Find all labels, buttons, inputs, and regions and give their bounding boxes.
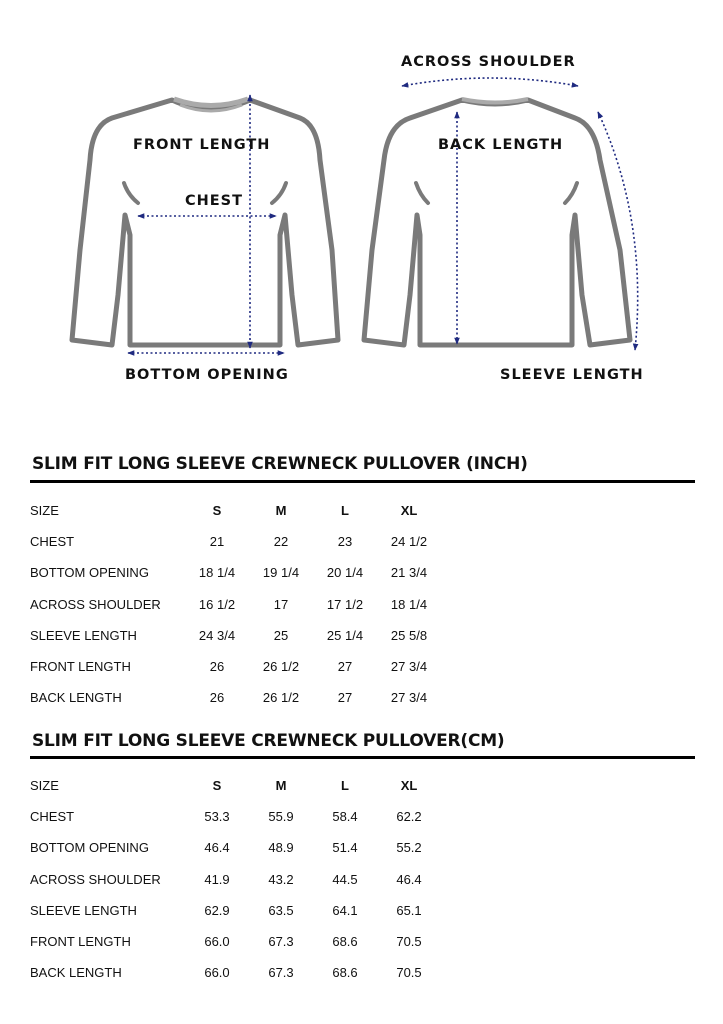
table-cell: 24 1/2 <box>390 534 428 550</box>
table-cell: 18 1/4 <box>198 565 236 581</box>
row-label: SLEEVE LENGTH <box>30 902 137 918</box>
bottom-opening-label: BOTTOM OPENING <box>125 367 289 383</box>
row-label: SLEEVE LENGTH <box>30 627 137 643</box>
back-collar <box>462 99 528 103</box>
table-header-row <box>30 495 441 526</box>
table-cell: 17 1/2 <box>326 596 364 612</box>
table-row <box>30 620 441 651</box>
row-label: CHEST <box>30 534 75 550</box>
table-row <box>30 526 441 557</box>
cm-size-table <box>30 770 441 988</box>
table-cell: 67.3 <box>268 934 294 950</box>
table-cell: 26 1/2 <box>262 659 300 675</box>
table-cell: 27 <box>337 690 353 706</box>
table-row <box>30 895 441 926</box>
table-cell: 70.5 <box>396 934 422 950</box>
inch-size-table <box>30 495 441 713</box>
across-shoulder-arrow <box>402 78 578 86</box>
inch-table-rule <box>30 480 695 483</box>
back-length-label: BACK LENGTH <box>438 137 564 153</box>
table-cell: 46.4 <box>396 871 422 887</box>
header-cell: L <box>341 503 349 519</box>
table-row <box>30 864 441 895</box>
table-cell: 22 <box>273 534 289 550</box>
table-cell: 67.3 <box>268 965 294 981</box>
front-length-label: FRONT LENGTH <box>133 137 271 153</box>
table-cell: 17 <box>273 596 289 612</box>
table-cell: 27 3/4 <box>390 659 428 675</box>
table-cell: 26 <box>209 690 225 706</box>
table-row <box>30 557 441 588</box>
table-cell: 23 <box>337 534 353 550</box>
sleeve-length-label: SLEEVE LENGTH <box>500 367 644 383</box>
table-cell: 26 <box>209 659 225 675</box>
table-cell: 63.5 <box>268 902 294 918</box>
header-cell: XL <box>400 778 418 794</box>
header-cell: SIZE <box>30 778 59 794</box>
header-cell: SIZE <box>30 503 59 519</box>
cm-table-title: SLIM FIT LONG SLEEVE CREWNECK PULLOVER(CM) <box>32 731 505 751</box>
table-cell: 48.9 <box>268 840 294 856</box>
table-cell: 65.1 <box>396 902 422 918</box>
table-cell: 25 1/4 <box>326 627 364 643</box>
table-cell: 64.1 <box>332 902 358 918</box>
table-cell: 44.5 <box>332 871 358 887</box>
table-cell: 18 1/4 <box>390 596 428 612</box>
chest-label: CHEST <box>185 193 244 209</box>
table-row <box>30 832 441 863</box>
table-row <box>30 801 441 832</box>
header-cell: S <box>212 503 222 519</box>
table-cell: 43.2 <box>268 871 294 887</box>
cm-table-rule <box>30 756 695 759</box>
table-cell: 16 1/2 <box>198 596 236 612</box>
table-cell: 21 <box>209 534 225 550</box>
table-cell: 46.4 <box>204 840 230 856</box>
table-cell: 19 1/4 <box>262 565 300 581</box>
row-label: ACROSS SHOULDER <box>30 871 161 887</box>
table-cell: 21 3/4 <box>390 565 428 581</box>
table-cell: 25 <box>273 627 289 643</box>
row-label: BOTTOM OPENING <box>30 565 149 581</box>
header-cell: M <box>275 778 287 794</box>
row-label: FRONT LENGTH <box>30 659 131 675</box>
row-label: ACROSS SHOULDER <box>30 596 161 612</box>
table-row <box>30 926 441 957</box>
table-cell: 70.5 <box>396 965 422 981</box>
header-cell: L <box>341 778 349 794</box>
table-cell: 51.4 <box>332 840 358 856</box>
table-cell: 55.9 <box>268 809 294 825</box>
table-cell: 26 1/2 <box>262 690 300 706</box>
table-cell: 66.0 <box>204 965 230 981</box>
header-cell: S <box>212 778 222 794</box>
table-cell: 53.3 <box>204 809 230 825</box>
table-cell: 25 5/8 <box>390 627 428 643</box>
row-label: BOTTOM OPENING <box>30 840 149 856</box>
table-row <box>30 957 441 988</box>
table-cell: 58.4 <box>332 809 358 825</box>
table-header-row <box>30 770 441 801</box>
table-row <box>30 651 441 682</box>
row-label: FRONT LENGTH <box>30 934 131 950</box>
table-cell: 24 3/4 <box>198 627 236 643</box>
across-shoulder-label: ACROSS SHOULDER <box>401 54 576 70</box>
table-cell: 27 <box>337 659 353 675</box>
row-label: BACK LENGTH <box>30 965 122 981</box>
table-cell: 62.9 <box>204 902 230 918</box>
table-cell: 66.0 <box>204 934 230 950</box>
row-label: CHEST <box>30 809 75 825</box>
table-cell: 55.2 <box>396 840 422 856</box>
table-cell: 68.6 <box>332 965 358 981</box>
header-cell: M <box>275 503 287 519</box>
table-cell: 41.9 <box>204 871 230 887</box>
table-cell: 68.6 <box>332 934 358 950</box>
garment-measurement-diagram <box>0 0 723 420</box>
table-row <box>30 589 441 620</box>
table-cell: 20 1/4 <box>326 565 364 581</box>
table-row <box>30 682 441 713</box>
row-label: BACK LENGTH <box>30 690 122 706</box>
header-cell: XL <box>400 503 418 519</box>
table-cell: 27 3/4 <box>390 690 428 706</box>
inch-table-title: SLIM FIT LONG SLEEVE CREWNECK PULLOVER (INCH) <box>32 454 528 474</box>
table-cell: 62.2 <box>396 809 422 825</box>
